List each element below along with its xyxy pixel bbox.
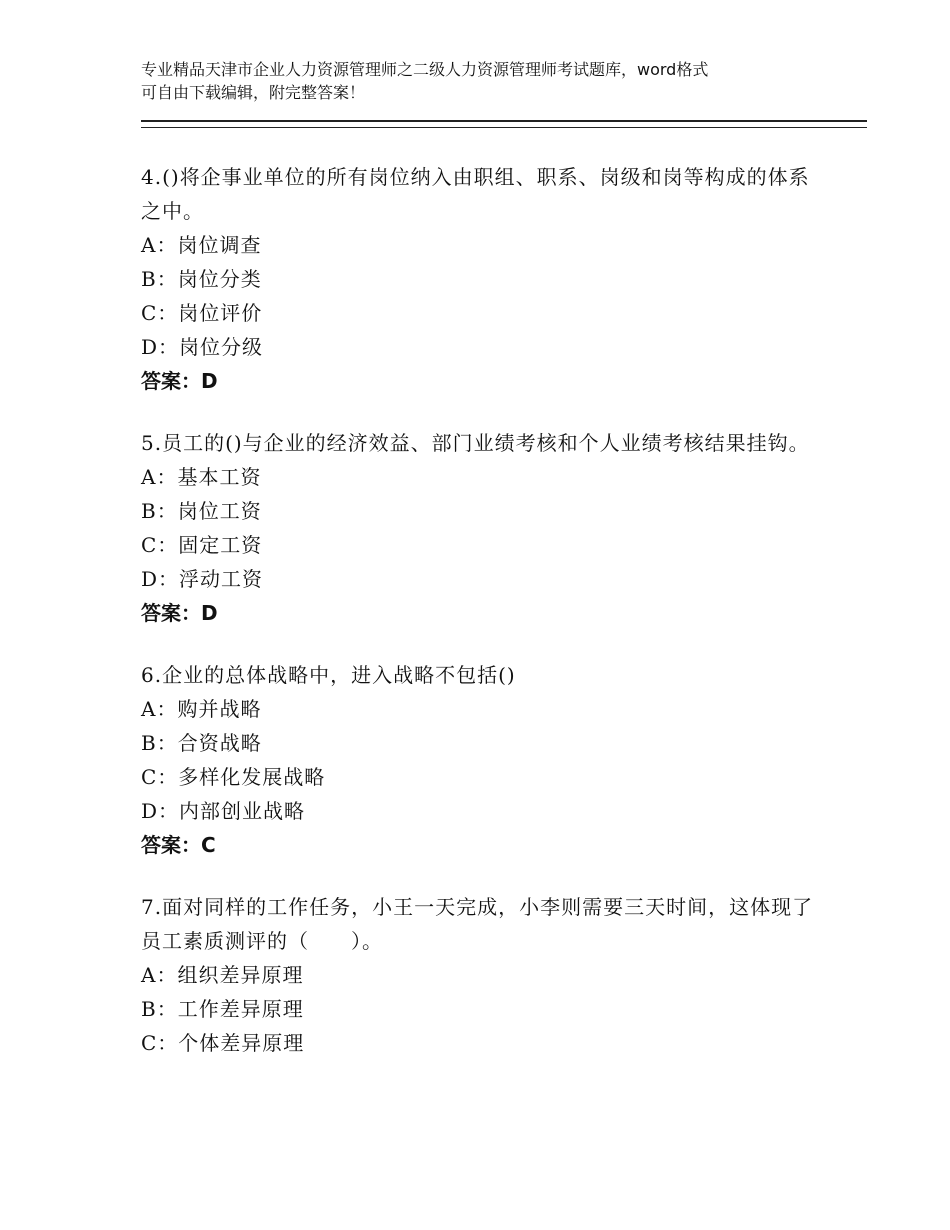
option-b: B：合资战略 xyxy=(141,731,262,755)
option-c: C：岗位评价 xyxy=(141,301,263,325)
option-c: C：多样化发展战略 xyxy=(141,765,326,789)
question-4 xyxy=(141,160,821,398)
document-header xyxy=(141,58,841,104)
header-divider xyxy=(141,120,867,128)
header-line-1: 专业精品天津市企业人力资源管理师之二级人力资源管理师考试题库，word格式 xyxy=(141,60,709,79)
option-c: C：个体差异原理 xyxy=(141,1031,305,1055)
option-a: A：岗位调查 xyxy=(141,233,262,257)
option-a: A：基本工资 xyxy=(141,465,262,489)
option-a: A：组织差异原理 xyxy=(141,963,304,987)
question-stem: 7.面对同样的工作任务，小王一天完成，小李则需要三天时间，这体现了员工素质测评的（ ）。 xyxy=(141,895,814,953)
question-stem: 4.()将企事业单位的所有岗位纳入由职组、职系、岗级和岗等构成的体系之中。 xyxy=(141,165,810,223)
option-d: D：内部创业战略 xyxy=(141,799,306,823)
option-d: D：岗位分级 xyxy=(141,335,264,359)
question-list xyxy=(141,160,821,1088)
option-a: A：购并战略 xyxy=(141,697,262,721)
question-5 xyxy=(141,426,821,630)
question-stem: 6.企业的总体战略中，进入战略不包括() xyxy=(141,663,516,687)
option-d: D：浮动工资 xyxy=(141,567,264,591)
answer: 答案：D xyxy=(141,601,218,625)
header-line-2: 可自由下载编辑，附完整答案！ xyxy=(141,83,366,102)
answer: 答案：C xyxy=(141,833,216,857)
option-b: B：工作差异原理 xyxy=(141,997,304,1021)
question-7 xyxy=(141,890,821,1060)
option-b: B：岗位分类 xyxy=(141,267,262,291)
answer: 答案：D xyxy=(141,369,218,393)
question-6 xyxy=(141,658,821,862)
option-c: C：固定工资 xyxy=(141,533,263,557)
question-stem: 5.员工的()与企业的经济效益、部门业绩考核和个人业绩考核结果挂钩。 xyxy=(141,431,810,455)
option-b: B：岗位工资 xyxy=(141,499,262,523)
